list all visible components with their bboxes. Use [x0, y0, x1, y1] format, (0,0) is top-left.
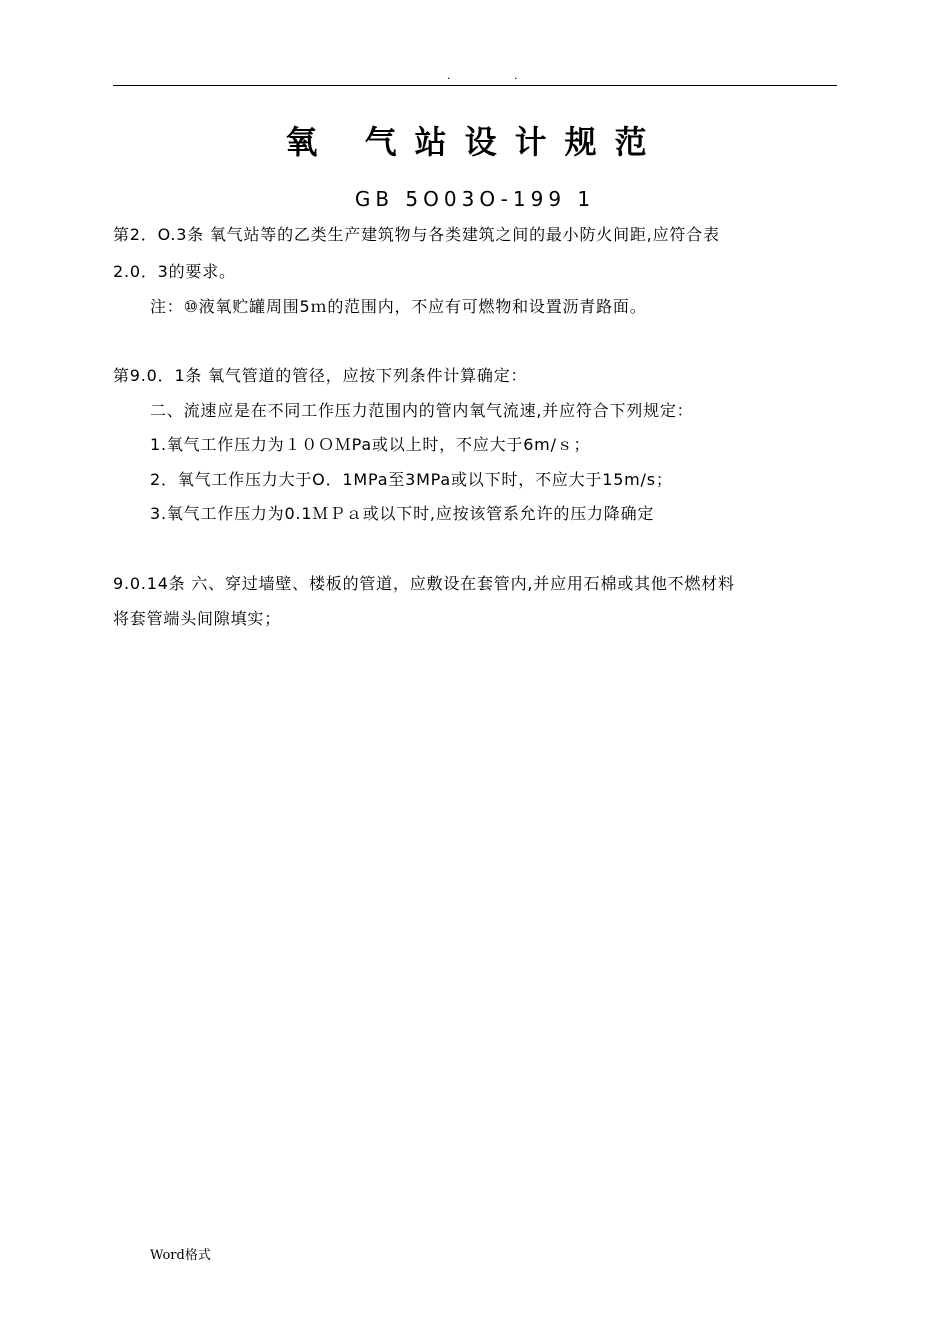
clause-2-0-3-line-2: 2.0．3的要求。 [113, 262, 236, 281]
clause-9-0-1-item-2: 二、流速应是在不同工作压力范围内的管内氧气流速,并应符合下列规定： [150, 401, 694, 420]
clause-2-0-3-line-1: 第2．O.3条 氧气站等的乙类生产建筑物与各类建筑之间的最小防火间距,应符合表 [113, 225, 720, 244]
clause-9-0-14-line-1: 9.0.14条 六、穿过墙壁、楼板的管道，应敷设在套管内,并应用石棉或其他不燃材料 [113, 574, 735, 593]
footer-label: Word格式 [150, 1248, 211, 1263]
header-rule [113, 85, 837, 86]
document-title: 氧 气站设计规范 [285, 123, 665, 161]
standard-code: GB 5O03O-199 1 [354, 187, 596, 211]
clause-9-0-1-rule-3: 3.氧气工作压力为0.1ＭＰａ或以下时,应按该管系允许的压力降确定 [150, 504, 655, 523]
header-marks: . . [447, 69, 548, 82]
clause-9-0-14-line-2: 将套管端头间隙填实； [113, 609, 282, 628]
clause-9-0-1-rule-1: 1.氧气工作压力为１０ＯＭPa或以上时，不应大于6m/ｓ； [150, 435, 591, 454]
clause-9-0-1-heading: 第9.0．1条 氧气管道的管径，应按下列条件计算确定： [113, 366, 528, 385]
clause-2-0-3-note: 注：⑩液氧贮罐周围5ｍ的范围内，不应有可燃物和设置沥青路面。 [150, 297, 647, 316]
clause-9-0-1-rule-2: 2．氧气工作压力大于O．1MPa至3MPa或以下时，不应大于15m/s； [150, 470, 673, 489]
